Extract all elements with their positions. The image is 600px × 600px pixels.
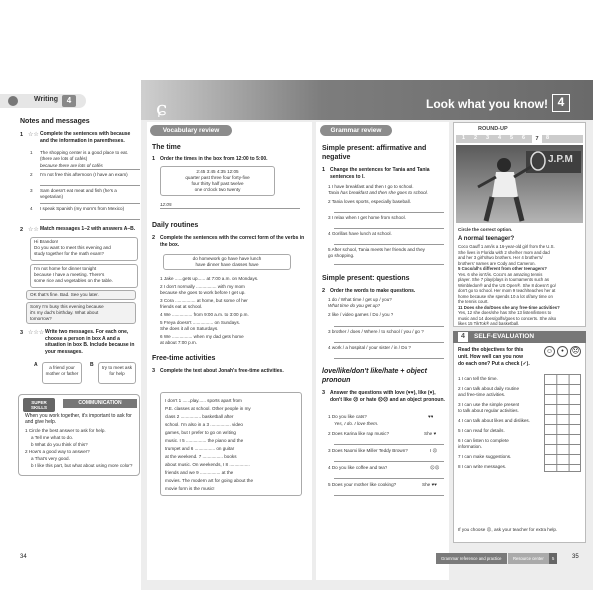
box-b-label: B xyxy=(90,362,94,368)
msg2-line3: some rice and vegetables on the table. xyxy=(34,278,113,283)
roundup-line-3: and her 3 girl's/two brothers. Her 4 brother's/ xyxy=(458,255,543,260)
answer-a-box xyxy=(26,290,136,300)
g-ex2-item-1-answer[interactable]: What time do you get up? xyxy=(328,303,381,308)
g-ex1-number: 1 xyxy=(322,167,326,173)
g-ex3-q3-mark: I ☹ xyxy=(430,448,438,453)
self-eval-footer: If you choose ☹, ask your teacher for extra help. xyxy=(458,527,558,532)
jonah-line-4: school. I'm also in a 3 ................ video xyxy=(165,422,243,427)
circle-label: Circle the correct option. xyxy=(458,227,513,232)
g-ex3-q2-mark: She ♥ xyxy=(424,431,437,436)
g-ex3-title: Answer the questions with love (♥♥), like (♥), don't like ☹ or hate ☹☹ and an object pronoun. xyxy=(330,390,445,403)
ans-b-line3: tomorrow? xyxy=(30,316,52,321)
v-ex2-title: Complete the sentences with the correct form of the verbs in the box. xyxy=(160,235,305,248)
ex1-title: Complete the sentences with because and the information in parentheses. xyxy=(40,131,131,144)
box-b xyxy=(98,362,136,384)
g-ex3-q1-mark: ♥♥ xyxy=(428,414,434,419)
self-eval-item-4: 4 I can talk about likes and dislikes. xyxy=(458,418,531,423)
jonah-line-5: games, but I prefer to go on writing xyxy=(165,430,236,435)
v-ex1-number: 1 xyxy=(152,156,156,162)
skill-item-2: a Tell me what to do. xyxy=(31,435,74,440)
ex1-item-1-text: The shopping center is a good place to eat. (there are lots of cafés) xyxy=(40,150,129,161)
jonah-text-box xyxy=(160,392,302,496)
self-eval-item-5: 5 I can read for details. xyxy=(458,428,505,433)
v-ex2-item-6: 6 We ................ when my dad gets home xyxy=(160,334,244,339)
roundup-line-4: brothers' names are Cody and Cameron. xyxy=(458,260,536,266)
ex3-title: Write two messages. For each one, choose a person in box A and a situation in box B. Include because in your messages. xyxy=(45,329,135,355)
self-eval-item-2: 2 I can talk about daily routine xyxy=(458,386,520,391)
g-ex1-item-1-answer[interactable]: Tania has breakfast and then she goes to school. xyxy=(328,190,428,195)
ex3-stars: ☆☆☆ xyxy=(28,330,45,336)
self-eval-intro-2: unit. How well can you now xyxy=(458,354,524,360)
banner-title: Look what you know! xyxy=(426,97,548,111)
ex2-stars: ☆☆ xyxy=(28,227,39,233)
super-skills-intro: When you work together, it's important to ask for and give help. xyxy=(25,413,132,426)
ex1-stars: ☆☆ xyxy=(28,132,39,138)
g-ex2-title: Order the words to make questions. xyxy=(330,288,416,294)
roundup-num-4: 4 xyxy=(498,135,502,141)
ex1-item-1-answer[interactable]: because there are lots of cafés xyxy=(40,163,140,170)
g-ex1-item-5: 5 After school, Tania meets her friends and they xyxy=(328,247,425,252)
roundup-line-14: music and 14 does/golfs/goes to concerts. She also xyxy=(458,315,557,321)
v-ex2-item-5: 5 Freya doesn't ................ on Sundays. xyxy=(160,320,241,325)
tab-number: 5 xyxy=(549,553,557,564)
checkbox-grid[interactable] xyxy=(544,374,581,472)
g-ex3-line-3[interactable] xyxy=(334,461,444,462)
msg2-line1: I'm not home for dinner tonight xyxy=(34,266,97,271)
jonah-line-7: trumpet and 6 ................ on guitar xyxy=(165,446,235,451)
msg1-line3: study together for the math exam? xyxy=(34,251,104,256)
ex1-item-3-text: Sam doesn't eat meat and fish (he's a vegetarian) xyxy=(40,188,117,199)
self-eval-item-3b: to talk about regular activities. xyxy=(458,408,519,413)
jonah-line-12: movie form is the music! xyxy=(165,486,215,491)
g-ex3-q1-answer[interactable]: Yes, I do. I love them. xyxy=(334,421,379,426)
msg1-line2: Do you want to meet this evening and xyxy=(34,245,111,250)
jonah-line-8: at the weekend. 7 ................ books xyxy=(165,454,237,459)
box-a-label: A xyxy=(34,362,38,368)
message-2-box xyxy=(30,264,138,288)
ex1-item-4: 4 xyxy=(30,206,33,211)
v-ex2-item-2b: because she goes to work before I get up. xyxy=(160,290,246,295)
g-ex1-item-5b: go shopping. xyxy=(328,253,355,258)
grammar-header: Grammar review xyxy=(320,125,392,136)
skill-item-4: 2 How's a good way to answer? xyxy=(25,449,90,454)
face-sad-icon: ☹ xyxy=(571,348,580,355)
section-title: Notes and messages xyxy=(20,118,90,125)
self-eval-item-2b: and free-time activities. xyxy=(458,392,506,397)
writing-label: Writing xyxy=(34,96,58,103)
right-page-number: 35 xyxy=(572,554,579,560)
self-eval-item-6b: information. xyxy=(458,444,483,449)
g-ex2-item-4: 4 work / a hospital / your sister / in / Do ? xyxy=(328,345,411,350)
banner-unit-number: 4 xyxy=(552,94,570,112)
writing-unit-number: 4 xyxy=(62,95,76,107)
jonah-line-2: P.E. classes at school. Other people in my xyxy=(165,406,251,411)
v-ex2-item-3b: friends eat at school. xyxy=(160,304,203,309)
questions-title: Simple present: questions xyxy=(322,275,410,282)
jonah-line-9: about music. On weekends, I 8 ................ xyxy=(165,462,250,467)
roundup-number-strip xyxy=(456,135,583,143)
ex1-item-3-answer[interactable] xyxy=(40,203,140,204)
g-ex2-line-2[interactable] xyxy=(334,326,444,327)
jonah-line-11: movies. The modern art for going about the xyxy=(165,478,254,483)
present-title: Simple present: affirmative and negative xyxy=(322,145,427,161)
g-ex2-item-1: 1 do / What time / get up / you? xyxy=(328,297,392,302)
skill-item-3: b What do you think of this? xyxy=(31,442,88,447)
roundup-line-10: home because she spends 10 a lot of/any time on xyxy=(458,293,553,299)
ex1-item-4-text: I speak Spanish (my mom's from Mexico) xyxy=(40,206,125,211)
roundup-num-2: 2 xyxy=(474,135,478,141)
photo-sponsor-text: J.P.M xyxy=(548,154,573,165)
v-ex2-item-1: 1 Jake ......gets up...... at 7:00 a.m. on Mondays. xyxy=(160,276,259,281)
roundup-line-2: She lives in Florida with 2 she/her mom and dad xyxy=(458,249,550,255)
g-ex3-q5: 5 Does your mother like cooking? xyxy=(328,482,397,487)
super-skills-logo: SUPER SKILLS xyxy=(23,398,55,412)
roundup-num-8: 8 xyxy=(546,135,550,141)
roundup-line-6: Yes. 6 she isn't/is. Coco's an amazing tennis xyxy=(458,271,543,277)
self-eval-title: SELF-EVALUATION xyxy=(474,333,535,340)
jonah-line-3: class 2 ................ basketball after xyxy=(165,414,234,419)
self-eval-item-7: 7 I can make suggestions. xyxy=(458,454,512,459)
ex1-item-1: 1 xyxy=(30,150,33,155)
tab-grammar-reference[interactable]: Grammar reference and practice xyxy=(436,553,507,564)
writing-tab xyxy=(0,94,86,108)
v-ex2-item-2: 2 I don't normally ................ with my mom xyxy=(160,284,245,289)
left-page-number: 34 xyxy=(20,554,27,560)
jonah-line-10: friends and we 9 ................ at the xyxy=(165,470,234,475)
roundup-title: ROUND-UP xyxy=(478,126,508,132)
tennis-photo xyxy=(456,145,583,223)
face-happy-icon: ☺ xyxy=(545,348,554,355)
ex2-number: 2 xyxy=(20,227,24,233)
roundup-line-1: Coco Gauff 1 am/is a 16-year-old girl from the U.S. xyxy=(458,244,555,249)
roundup-num-1: 1 xyxy=(462,135,466,141)
roundup-text xyxy=(458,244,582,327)
g-ex3-q1: 1 Do you like cats? xyxy=(328,414,367,419)
self-eval-item-8: 8 I can write messages. xyxy=(458,464,507,469)
g-ex3-q4-mark: ☹☹ xyxy=(430,465,440,470)
v-ex1-title: Order the times in the box from 12:00 to 5:00. xyxy=(160,156,268,162)
roundup-heading: A normal teenager? xyxy=(458,236,515,242)
ans-a-line1: OK that's fine. Bad. See you later. xyxy=(30,292,99,297)
roundup-line-12: 11 Does she do/Does she any free-time activities? xyxy=(458,304,560,310)
g-ex3-q4: 4 Do you like coffee and tea? xyxy=(328,465,388,470)
roundup-num-7: 7 xyxy=(532,134,542,144)
tab-resource-center[interactable]: Resource center xyxy=(508,553,549,564)
g-ex1-line-5[interactable] xyxy=(334,264,444,265)
roundup-num-5: 5 xyxy=(510,135,514,141)
g-ex1-item-1: 1 I have breakfast and then I go to school. xyxy=(328,184,414,189)
roundup-num-3: 3 xyxy=(486,135,490,141)
g-ex2-item-3: 3 brother / does / Where / to school / you / go ? xyxy=(328,329,424,334)
v-ex2-item-5b: She does it all on Saturdays. xyxy=(160,326,219,331)
box-a xyxy=(42,362,82,384)
g-ex3-number: 3 xyxy=(322,390,326,396)
g-ex1-line-3[interactable] xyxy=(334,228,444,229)
verbs-box-line2: have dinner have classes have xyxy=(195,262,259,267)
ex1-item-4-answer[interactable] xyxy=(40,219,140,220)
unit-icon xyxy=(8,96,18,106)
roundup-line-9: don't go to school. Her mom 9 teach/teaches her at xyxy=(458,288,556,293)
ex1-item-2-answer[interactable] xyxy=(40,185,140,186)
self-eval-item-1: 1 I can tell the time. xyxy=(458,376,498,381)
skill-item-1: 1 Circle the best answer to ask for help. xyxy=(25,428,106,433)
g-ex2-line-3[interactable] xyxy=(334,342,444,343)
roundup-line-15: likes 15 TikTok® and basketball. xyxy=(458,321,520,326)
time-box-line4: one o'clock two twenty xyxy=(194,187,241,192)
vocab-header: Vocabulary review xyxy=(150,125,232,136)
face-neutral-icon: • xyxy=(557,346,568,357)
box-a-text: a friend your mother or father xyxy=(45,365,79,376)
self-eval-intro-1: Read the objectives for this xyxy=(458,347,524,353)
routines-title: Daily routines xyxy=(152,222,199,229)
ex1-item-2-text: I'm not free this afternoon (I have an exam) xyxy=(40,172,128,177)
roundup-line-11: the tennis court. xyxy=(458,299,489,304)
roundup-num-6: 6 xyxy=(522,135,526,141)
g-ex3-line-4[interactable] xyxy=(334,478,444,479)
super-skills-box xyxy=(18,394,140,476)
ex1-item-3: 3 xyxy=(30,188,33,193)
roundup-line-5: 5 Coco/all's different from other teenagers? xyxy=(458,266,547,271)
g-ex2-item-2: 2 like / video games / Do / you ? xyxy=(328,312,394,317)
time-box-line3: four thirty half past twelve xyxy=(191,181,244,186)
v-ex3-title: Complete the text about Jonah's free-time activities. xyxy=(160,368,284,374)
time-answer[interactable]: 12:05 xyxy=(160,202,300,209)
time-box-line1: 2:45 3:45 4:35 12:05 xyxy=(196,169,239,174)
skill-item-6: b I like this part, but what about using more color? xyxy=(31,463,133,468)
v-ex2-number: 2 xyxy=(152,235,156,241)
roundup-line-8: Wimbledon® and the US Open®. She 8 doesn't go/ xyxy=(458,282,556,288)
g-ex3-q5-mark: She ♥♥ xyxy=(422,482,437,487)
answer-b-box xyxy=(26,302,136,324)
ans-b-line1: Sorry I'm busy this evening because xyxy=(30,304,104,309)
ex1-item-2: 2 xyxy=(30,172,33,177)
time-box-line2: quarter past three four forty-five xyxy=(185,175,250,180)
ex3-number: 3 xyxy=(20,330,24,336)
ex2-title: Match messages 1–2 with answers A–B. xyxy=(40,226,136,232)
self-eval-item-3: 3 I can use the simple present xyxy=(458,402,520,407)
ex1-number: 1 xyxy=(20,132,24,138)
v-ex2-item-6b: at about 7:00 p.m. xyxy=(160,340,198,345)
msg2-line2: because I have a meeting. There's xyxy=(34,272,105,277)
g-ex1-item-4: 4 Gorillas have lunch at school. xyxy=(328,231,392,236)
roundup-line-13: Yes, 12 she does/she has She 13 listen/listens to xyxy=(458,310,552,315)
self-eval-item-6: 6 I can listen to complete xyxy=(458,438,509,443)
self-eval-number: 4 xyxy=(458,332,468,342)
time-box xyxy=(160,166,275,196)
g-ex1-line-4[interactable] xyxy=(334,244,444,245)
message-1-box xyxy=(30,237,138,261)
box-b-text: try to meet ask for help xyxy=(101,365,133,376)
msg1-line1: Hi Brandon! xyxy=(34,239,59,244)
v-ex3-number: 3 xyxy=(152,368,156,374)
time-title: The time xyxy=(152,144,181,151)
self-eval-intro-3: do each one? Put a check (✓). xyxy=(458,361,530,367)
freetime-title: Free-time activities xyxy=(152,355,216,362)
roundup-line-7: player. She 7 play/plays in tournaments such as xyxy=(458,277,550,282)
g-ex3-q2: 2 Does Karina like rap music? xyxy=(328,431,390,436)
skill-item-5: a That's very good. xyxy=(31,456,70,461)
jonah-line-6: music. I 5 ................ the piano and the xyxy=(165,438,244,443)
g-ex3-line-5[interactable] xyxy=(334,495,444,496)
verbs-box xyxy=(163,254,291,270)
g-ex2-number: 2 xyxy=(322,288,326,294)
g-ex3-q3: 3 Does Naomi like Miller Teddy Brown? xyxy=(328,448,408,453)
jonah-line-1: I don't 1 ......play...... sports apart from xyxy=(165,398,242,403)
g-ex1-line-2[interactable] xyxy=(334,212,444,213)
communication-title: COMMUNICATION xyxy=(63,399,137,408)
verbs-box-line1: do homework go have have lunch xyxy=(192,256,262,261)
g-ex1-title: Change the sentences for Tania and Tania sentences to I. xyxy=(330,167,430,180)
ans-b-line2: it's my dad's birthday. What about xyxy=(30,310,99,315)
love-title: love/like/don't like/hate + object pronoun xyxy=(322,368,427,384)
v-ex2-item-3: 3 Cora ................ at home, but some of her xyxy=(160,298,248,303)
swirl-icon: ɕ xyxy=(156,96,168,120)
g-ex1-item-3: 3 I relax when I get home from school. xyxy=(328,215,406,220)
v-ex2-item-4: 4 We ................ from 9:00 a.m. to 3:00 p.m. xyxy=(160,312,249,317)
g-ex3-line-2[interactable] xyxy=(334,444,444,445)
g-ex1-item-2: 2 Tania loves sports, especially baseball. xyxy=(328,199,411,204)
g-ex2-line-4[interactable] xyxy=(334,358,444,359)
